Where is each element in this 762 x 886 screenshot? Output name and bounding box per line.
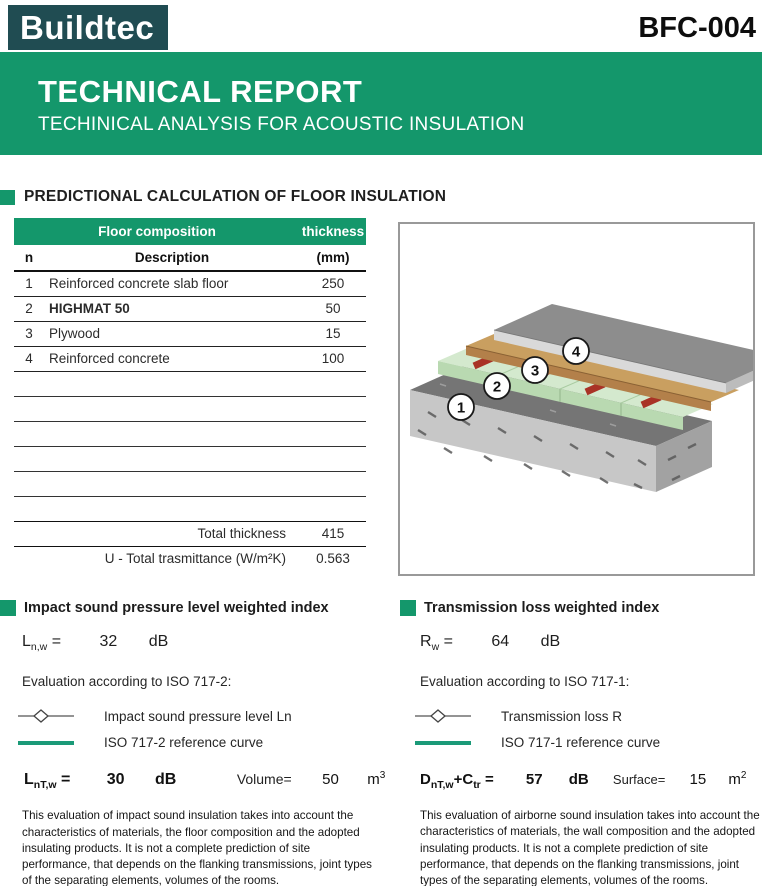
table-row	[14, 346, 366, 371]
dntw-unit: dB	[568, 771, 589, 789]
row-n: 1	[14, 271, 44, 296]
impact-legend-curve	[0, 708, 382, 724]
table-empty-row	[14, 496, 366, 521]
lnw-value: 32	[99, 633, 118, 650]
callout-1	[448, 394, 474, 420]
volume-unit: $m^3$	[367, 770, 386, 789]
volume-label: Volume=	[236, 771, 292, 788]
svg-text:3: 3	[530, 362, 540, 380]
table-empty-row	[14, 446, 366, 471]
subheader-description: Description	[44, 245, 300, 271]
u-value-label: U - Total trasmittance (W/m²K)	[104, 551, 286, 567]
floor-layers-diagram	[398, 222, 755, 576]
rw-value: 64	[491, 633, 510, 650]
row-description: HIGHMAT 50	[44, 296, 300, 321]
impact-section-heading	[0, 600, 382, 616]
lnw-index-row	[22, 633, 382, 653]
section-heading	[0, 188, 446, 206]
table-header-row	[14, 218, 366, 245]
square-bullet-icon	[0, 600, 16, 616]
transmission-legend-curve	[390, 708, 762, 724]
impact-sound-section	[0, 600, 386, 886]
header-thickness: thickness	[300, 218, 366, 245]
table-empty-row	[14, 471, 366, 496]
row-thickness: 100	[300, 346, 366, 371]
floor-composition-table	[14, 218, 366, 571]
row-thickness: 15	[300, 321, 366, 346]
surface-label: Surface=	[612, 772, 666, 788]
table-empty-row	[14, 421, 366, 446]
lnw-symbol: $L_{n,w}$ =	[22, 633, 62, 654]
lntw-result-row	[24, 770, 386, 792]
table-row	[14, 321, 366, 346]
transmission-evaluation-text: Evaluation according to ISO 717-1:	[420, 674, 630, 690]
surface-unit: $m^2$	[728, 770, 747, 789]
title-banner	[0, 52, 762, 155]
square-bullet-icon	[400, 600, 416, 616]
total-thickness-label: Total thickness	[14, 521, 300, 546]
row-n: 4	[14, 346, 44, 371]
transmission-section-title: Transmission loss weighted index	[424, 600, 660, 616]
transmission-section-heading	[390, 600, 762, 616]
callout-2	[484, 373, 510, 399]
rw-symbol: $R_w$ =	[420, 633, 453, 654]
subheader-n: n	[14, 245, 44, 271]
surface-value: 15	[689, 771, 707, 789]
table-empty-row	[14, 396, 366, 421]
document-code: BFC-004	[638, 12, 756, 44]
report-subtitle: TECHINICAL ANALYSIS FOR ACOUSTIC INSULATION	[38, 114, 525, 135]
lnw-unit: dB	[148, 633, 169, 650]
dntw-value: 57	[525, 771, 543, 789]
volume-value: 50	[322, 771, 339, 789]
callout-4	[563, 338, 589, 364]
header-floor-composition: Floor composition	[14, 218, 300, 245]
svg-text:1: 1	[456, 399, 466, 417]
total-thickness-value: 415	[300, 521, 366, 546]
report-title: TECHNICAL REPORT	[38, 74, 363, 109]
diamond-line-icon	[18, 708, 74, 724]
row-description: Plywood	[44, 321, 300, 346]
dntw-symbol: $D_{nT,w}+C_{tr}$ =	[420, 771, 494, 792]
section-title: PREDICTIONAL CALCULATION OF FLOOR INSULATION	[24, 188, 447, 205]
row-description: Reinforced concrete slab floor	[44, 271, 300, 296]
total-thickness-row	[14, 521, 366, 546]
transmission-note: This evaluation of airborne sound insulation takes into account the characteristics of materials, the wall composition and the adopted insulating products. It is not a complete prediction of site performance, that depends on the flanking transmissions, joint types of the separating elements, volumes of the rooms.	[420, 809, 760, 886]
u-value-row	[14, 546, 366, 571]
impact-section-title: Impact sound pressure level weighted index	[24, 600, 329, 616]
svg-text:4: 4	[571, 343, 581, 361]
dntw-result-row	[420, 770, 762, 791]
transmission-reference-label: ISO 717-1 reference curve	[501, 735, 661, 751]
transmission-legend-label: Transmission loss R	[501, 708, 623, 724]
table-row	[14, 296, 366, 321]
transmission-loss-section	[390, 600, 762, 886]
row-n: 3	[14, 321, 44, 346]
callout-3	[522, 357, 548, 383]
row-n: 2	[14, 296, 44, 321]
impact-legend-reference	[0, 735, 382, 750]
svg-text:2: 2	[492, 378, 502, 396]
brand-logo-text: Buildtec	[20, 8, 155, 46]
floor-isometric-illustration	[400, 224, 753, 574]
lntw-unit: dB	[155, 771, 177, 789]
row-thickness: 250	[300, 271, 366, 296]
table-subheader-row	[14, 245, 366, 271]
row-description: Reinforced concrete	[44, 346, 300, 371]
impact-evaluation-text: Evaluation according to ISO 717-2:	[22, 674, 232, 690]
table-row	[14, 271, 366, 296]
impact-note: This evaluation of impact sound insulation takes into account the characteristics of materials, the floor composition and the adopted insulating products. It is not a complete prediction of site performance, that depends on the flanking transmissions, joint types of the separating elements, volumes of the rooms.	[22, 809, 372, 886]
reference-line-icon	[18, 741, 74, 745]
row-thickness: 50	[300, 296, 366, 321]
subheader-unit: (mm)	[300, 245, 366, 271]
table-empty-row	[14, 371, 366, 396]
impact-legend-label: Impact sound pressure level Ln	[104, 708, 292, 724]
square-bullet-icon	[0, 190, 15, 205]
transmission-legend-reference	[390, 735, 762, 750]
lntw-value: 30	[106, 771, 125, 789]
rw-unit: dB	[540, 633, 561, 650]
impact-reference-label: ISO 717-2 reference curve	[104, 735, 264, 751]
reference-line-icon	[415, 741, 471, 745]
rw-index-row	[420, 633, 762, 653]
lntw-symbol: $L_{nT,w}$ =	[24, 771, 71, 792]
u-value-value: 0.563	[316, 551, 350, 567]
diamond-line-icon	[415, 708, 471, 724]
brand-logo	[8, 5, 168, 50]
